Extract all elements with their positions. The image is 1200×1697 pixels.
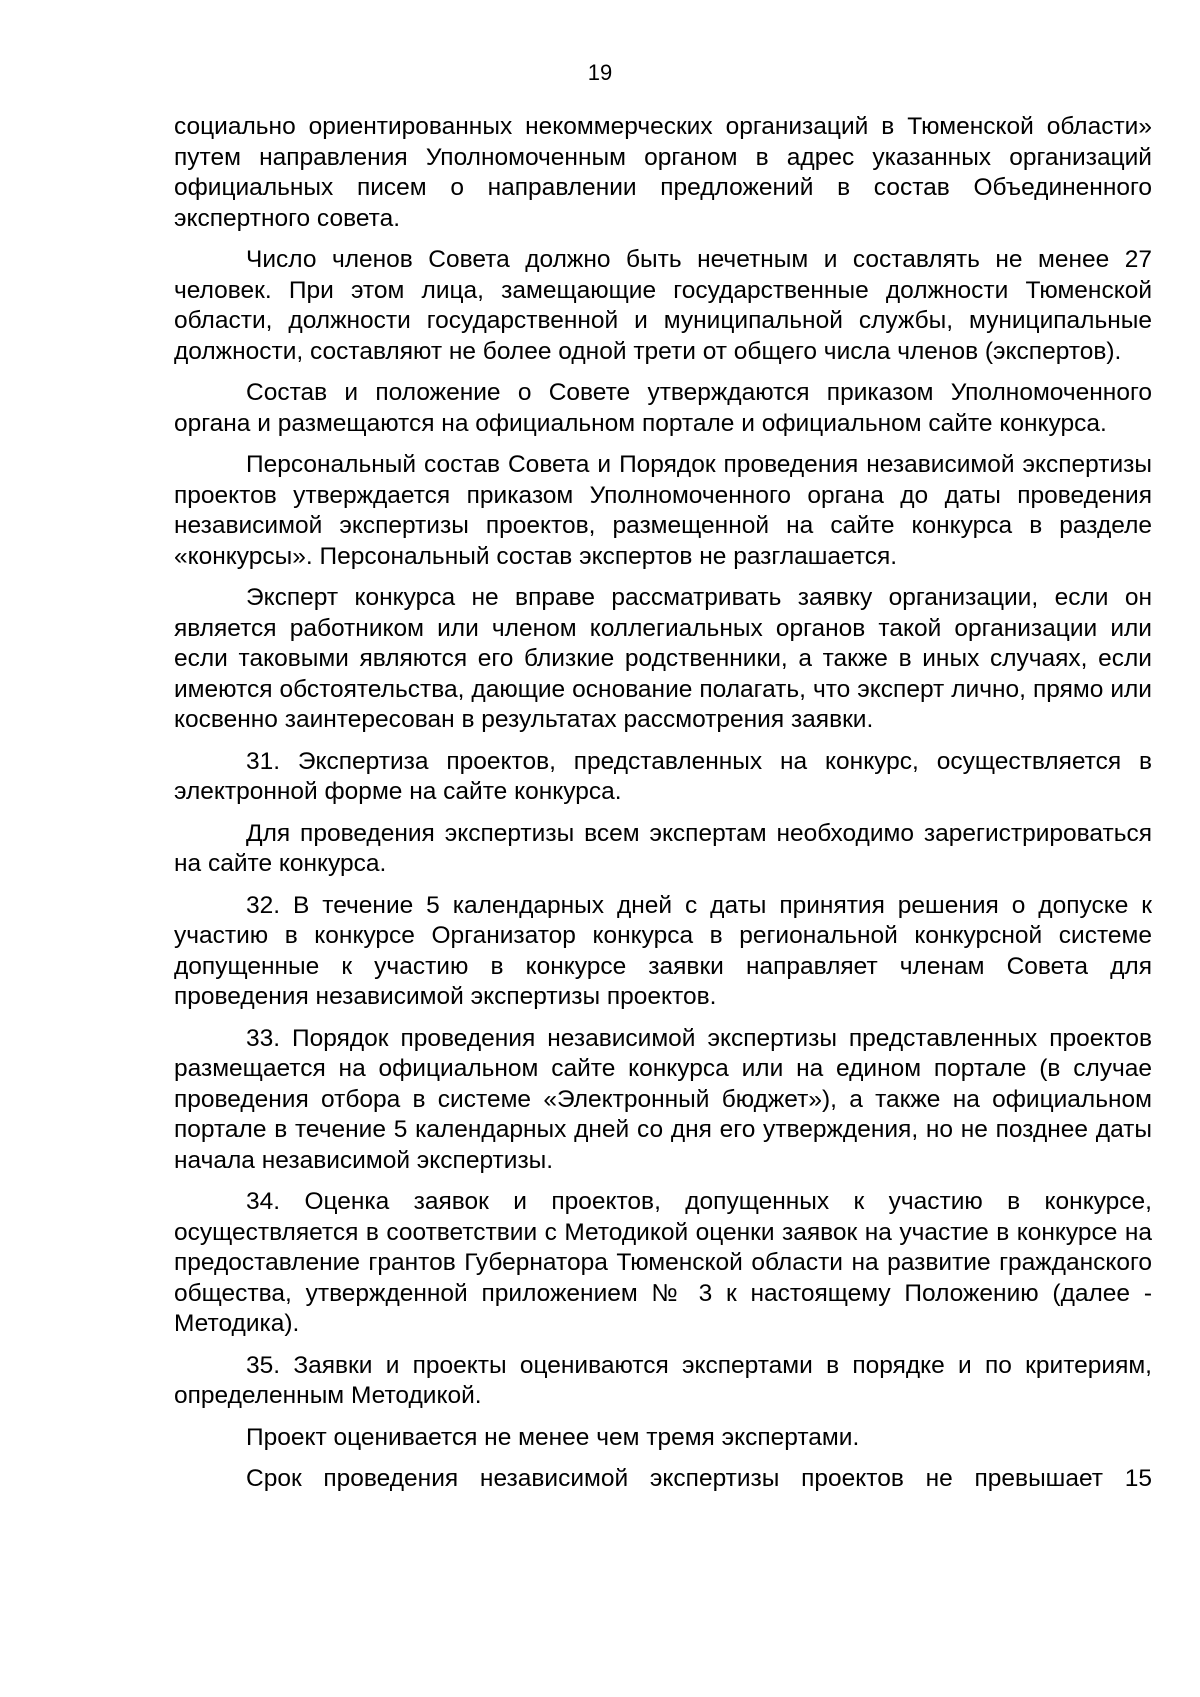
paragraph-personal-composition: Персональный состав Совета и Порядок проведения независимой экспертизы проектов утверждается приказом Уполномоченного органа до даты проведения независимой экспертизы проектов, размещенной на сайте конкурса в разделе «конкурсы». Персональный состав экспертов не разглашается. [174,451,1152,570]
paragraph-council-composition: Состав и положение о Совете утверждаются приказом Уполномоченного органа и размещаются на официальном портале и официальном сайте конкурса. [174,379,1152,437]
paragraph-item-32: 32. В течение 5 календарных дней с даты принятия решения о допуске к участию в конкурсе Организатор конкурса в региональной конкурсной системе допущенные к участию в конкурсе заявки направляет членам Совета для проведения независимой экспертизы проектов. [174,891,1152,1010]
paragraph-expertise-term: Срок проведения независимой экспертизы проектов не превышает 15 [246,1465,1152,1492]
paragraph-registration: Для проведения экспертизы всем экспертам необходимо зарегистрироваться на сайте конкурса. [174,819,1152,877]
page-number: 19 [587,60,613,85]
paragraph-item-34: 34. Оценка заявок и проектов, допущенных к участию в конкурсе, осуществляется в соответствии с Методикой оценки заявок на участие в конкурсе на предоставление грантов Губернатора Тюменской области на развитие гражданского общества, утвержденной приложением № 3 к настоящему Положению (далее - Методика). [174,1188,1152,1337]
paragraph-three-experts: Проект оценивается не менее чем тремя экспертами. [246,1423,860,1451]
document-body [174,112,1152,1506]
paragraph-item-31: 31. Экспертиза проектов, представленных на конкурс, осуществляется в электронной форме на сайте конкурса. [174,747,1152,805]
paragraph-council-size: Число членов Совета должно быть нечетным и составлять не менее 27 человек. При этом лица, замещающие государственные должности Тюменской области, должности государственной и муниципальной службы, муниципальные должности, составляют не более одной трети от общего числа членов (экспертов). [174,246,1152,365]
paragraph-continuation: социально ориентированных некоммерческих организаций в Тюменской области» путем направления Уполномоченным органом в адрес указанных организаций официальных писем о направлении предложений в состав Объединенного экспертного совета. [174,113,1152,232]
paragraph-item-33: 33. Порядок проведения независимой экспертизы представленных проектов размещается на официальном сайте конкурса или на едином портале (в случае проведения отбора в системе «Электронный бюджет»), а также на официальном портале в течение 5 календарных дней со дня его утверждения, но не позднее даты начала независимой экспертизы. [174,1024,1152,1174]
paragraph-expert-conflict: Эксперт конкурса не вправе рассматривать заявку организации, если он является работником или членом коллегиальных органов такой организации или если таковыми являются его близкие родственники, а также в иных случаях, если имеются обстоятельства, дающие основание полагать, что эксперт лично, прямо или косвенно заинтересован в результатах рассмотрения заявки. [174,584,1152,733]
paragraph-item-35: 35. Заявки и проекты оцениваются экспертами в порядке и по критериям, определенным Методикой. [174,1351,1152,1409]
